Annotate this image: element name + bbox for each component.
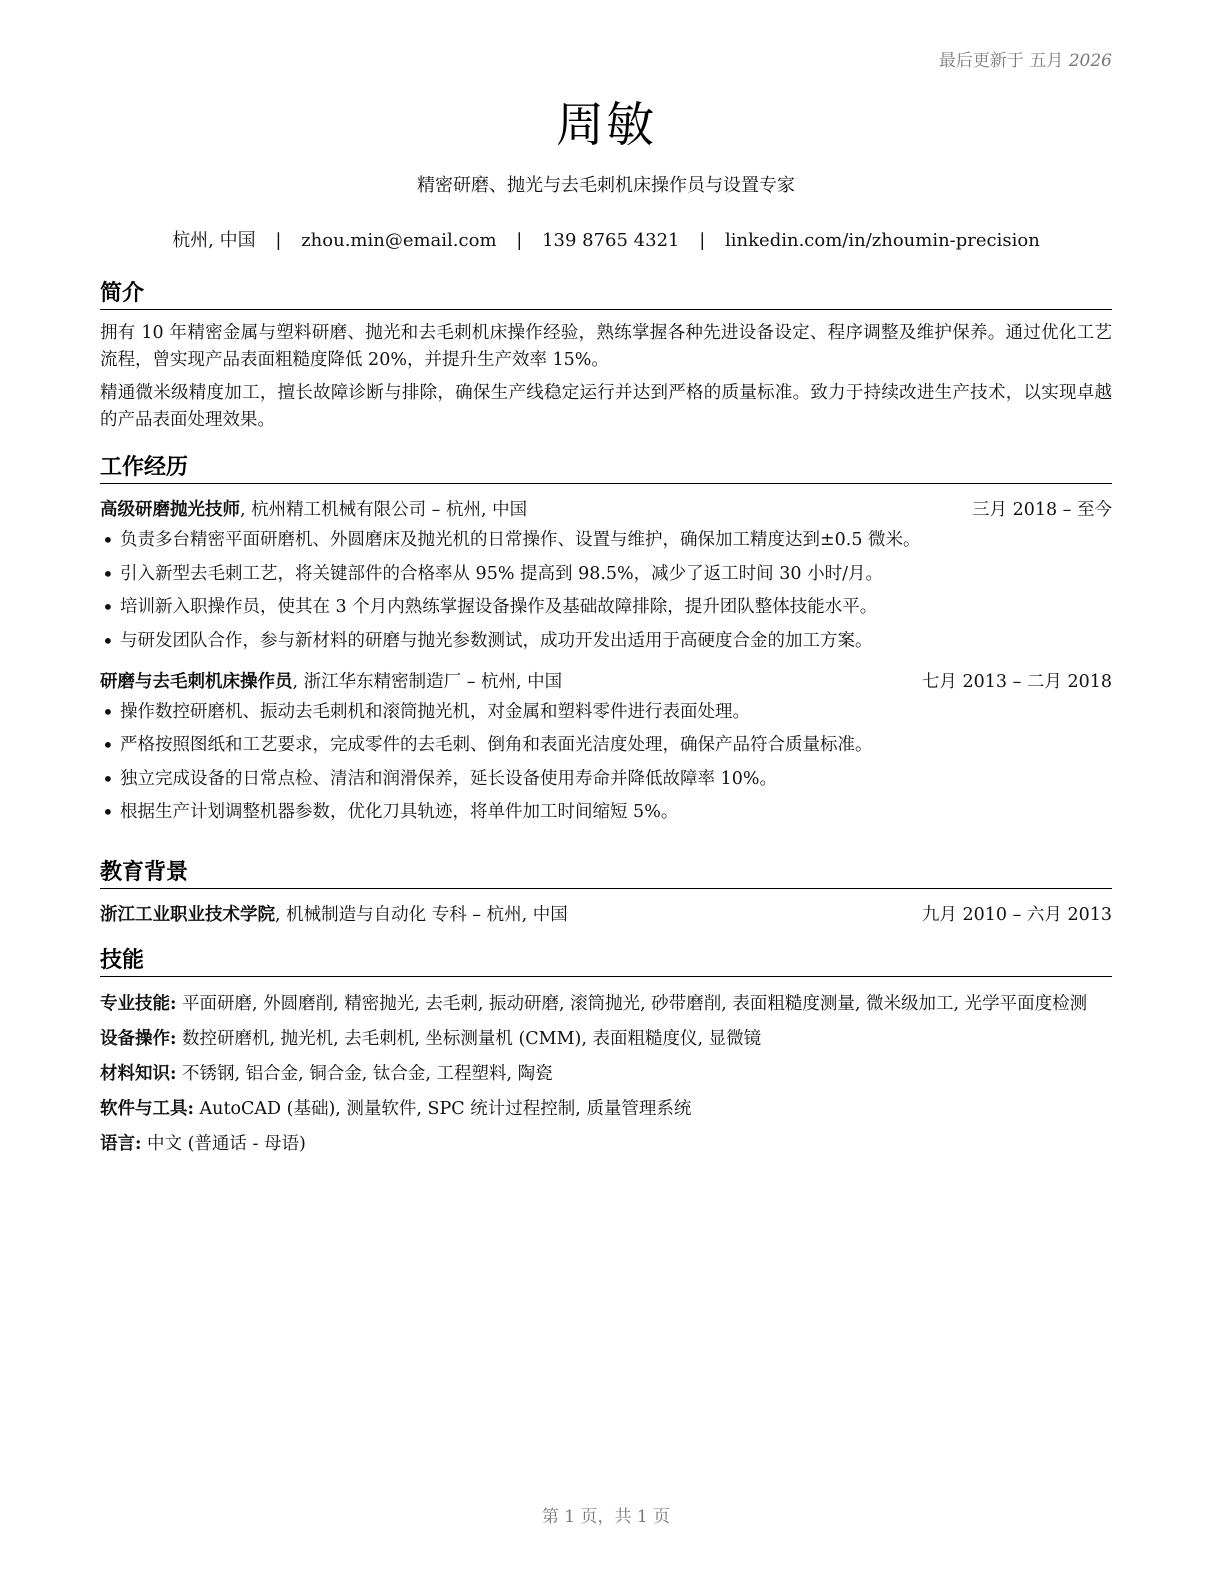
candidate-headline: 精密研磨、抛光与去毛刺机床操作员与设置专家 bbox=[417, 175, 795, 196]
contact-separator: | bbox=[516, 230, 523, 251]
contact-location: 杭州, 中国 bbox=[172, 230, 256, 251]
section-title: 技能 bbox=[100, 943, 1112, 977]
list-item: • 负责多台精密平面研磨机、外圆磨床及抛光机的日常操作、设置与维护，确保加工精度达到±0.5 微米。 bbox=[100, 528, 1112, 552]
skill-line bbox=[100, 991, 1112, 1017]
last-updated-year: 2026 bbox=[1068, 51, 1112, 71]
job-org: , 浙江华东精密制造厂 – 杭州, 中国 bbox=[292, 671, 563, 692]
job-header bbox=[100, 670, 1112, 694]
skill-value: 中文 (普通话 - 母语) bbox=[141, 1134, 306, 1154]
job-entry bbox=[100, 670, 1112, 825]
skill-line bbox=[100, 1131, 1112, 1157]
skill-value: 数控研磨机, 抛光机, 去毛刺机, 坐标测量机 (CMM), 表面粗糙度仪, 显微镜 bbox=[176, 1029, 762, 1049]
section-title: 教育背景 bbox=[100, 855, 1112, 889]
resume-page bbox=[100, 0, 1112, 1584]
education-school: 浙江工业职业技术学院 bbox=[100, 905, 275, 925]
skills-section bbox=[100, 943, 1112, 1166]
summary-paragraph: 拥有 10 年精密金属与塑料研磨、抛光和去毛刺机床操作经验，熟练掌握各种先进设备设定、程序调整及维护保养。通过优化工艺流程，曾实现产品表面粗糙度降低 20%，并提升生产效率 15%。 bbox=[100, 323, 1112, 370]
education-entry bbox=[100, 903, 1112, 927]
list-item: • 引入新型去毛刺工艺，将关键部件的合格率从 95% 提高到 98.5%，减少了返工时间 30 小时/月。 bbox=[100, 562, 1112, 586]
education-section bbox=[100, 855, 1112, 927]
contact-line bbox=[100, 226, 1112, 252]
job-bullets bbox=[100, 700, 1112, 825]
list-item: • 独立完成设备的日常点检、清洁和润滑保养，延长设备使用寿命并降低故障率 10%。 bbox=[100, 767, 1112, 791]
list-item: • 操作数控研磨机、振动去毛刺机和滚筒抛光机，对金属和塑料零件进行表面处理。 bbox=[100, 700, 1112, 724]
skill-key: 材料知识: bbox=[100, 1064, 177, 1084]
list-item: • 严格按照图纸和工艺要求，完成零件的去毛刺、倒角和表面光洁度处理，确保产品符合质量标准。 bbox=[100, 733, 1112, 757]
skills-list bbox=[100, 991, 1112, 1157]
contact-email[interactable]: zhou.min@email.com bbox=[301, 230, 497, 251]
skill-line bbox=[100, 1061, 1112, 1087]
section-title: 简介 bbox=[100, 276, 1112, 310]
summary-paragraph: 精通微米级精度加工，擅长故障诊断与排除，确保生产线稳定运行并达到严格的质量标准。致力于持续改进生产技术，以实现卓越的产品表面处理效果。 bbox=[100, 383, 1112, 430]
skill-key: 语言: bbox=[100, 1134, 142, 1154]
job-role: 高级研磨抛光技师 bbox=[100, 500, 240, 520]
skill-value: 不锈钢, 铝合金, 铜合金, 钛合金, 工程塑料, 陶瓷 bbox=[176, 1064, 553, 1084]
skill-key: 设备操作: bbox=[100, 1029, 177, 1049]
list-item: • 与研发团队合作，参与新材料的研磨与抛光参数测试，成功开发出适用于高硬度合金的加工方案。 bbox=[100, 629, 1112, 653]
contact-separator: | bbox=[275, 230, 282, 251]
job-entry bbox=[100, 498, 1112, 653]
job-role: 研磨与去毛刺机床操作员 bbox=[100, 671, 293, 692]
section-title: 工作经历 bbox=[100, 450, 1112, 484]
skill-line bbox=[100, 1026, 1112, 1052]
last-updated-prefix: 最后更新于 五月 bbox=[938, 51, 1064, 71]
skill-key: 软件与工具: bbox=[100, 1099, 194, 1119]
education-detail: , 机械制造与自动化 专科 – 杭州, 中国 bbox=[275, 905, 568, 925]
list-item: • 培训新入职操作员，使其在 3 个月内熟练掌握设备操作及基础故障排除，提升团队整体技能水平。 bbox=[100, 595, 1112, 619]
skill-value: AutoCAD (基础), 测量软件, SPC 统计过程控制, 质量管理系统 bbox=[193, 1099, 692, 1119]
skill-key: 专业技能: bbox=[100, 994, 177, 1014]
contact-phone: 139 8765 4321 bbox=[542, 230, 680, 251]
candidate-name: 周敏 bbox=[555, 97, 656, 153]
list-item: • 根据生产计划调整机器参数，优化刀具轨迹，将单件加工时间缩短 5%。 bbox=[100, 800, 1112, 824]
job-bullets bbox=[100, 528, 1112, 653]
job-header bbox=[100, 498, 1112, 522]
summary-section bbox=[100, 276, 1112, 434]
experience-section bbox=[100, 450, 1112, 834]
skill-line bbox=[100, 1096, 1112, 1122]
last-updated bbox=[939, 46, 1112, 71]
contact-separator: | bbox=[699, 230, 706, 251]
job-dates: 七月 2013 – 二月 2018 bbox=[921, 671, 1112, 692]
page-number: 第 1 页，共 1 页 bbox=[541, 1507, 671, 1527]
job-org: , 杭州精工机械有限公司 – 杭州, 中国 bbox=[240, 500, 528, 520]
job-dates: 三月 2018 – 至今 bbox=[972, 500, 1112, 520]
skill-value: 平面研磨, 外圆磨削, 精密抛光, 去毛刺, 振动研磨, 滚筒抛光, 砂带磨削, 表面粗糙度测量, 微米级加工, 光学平面度检测 bbox=[176, 994, 1088, 1014]
contact-linkedin[interactable]: linkedin.com/in/zhoumin-precision bbox=[725, 230, 1040, 251]
education-dates: 九月 2010 – 六月 2013 bbox=[921, 905, 1112, 925]
